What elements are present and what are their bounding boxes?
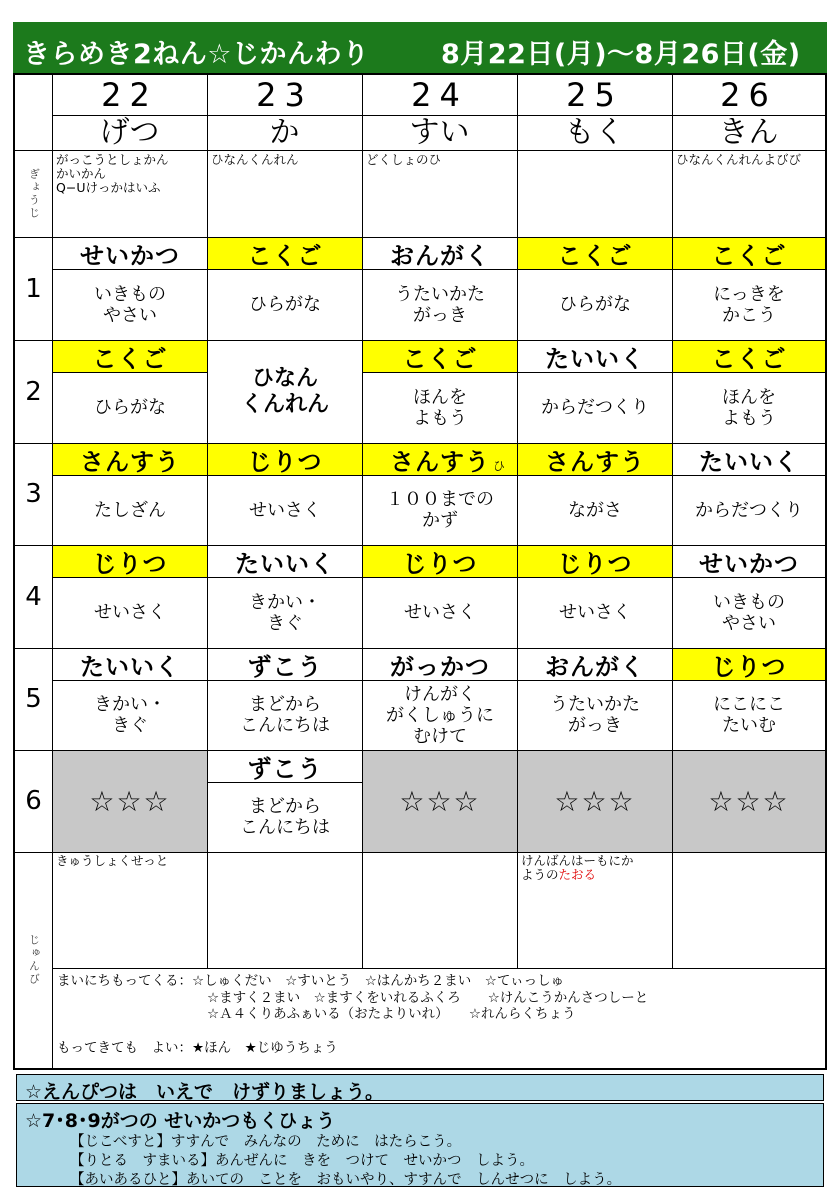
subject-name: ずこう xyxy=(247,653,323,681)
lesson-content: ながさ xyxy=(568,499,622,521)
grid-line xyxy=(52,680,207,681)
lesson-content: いきもの やさい xyxy=(94,283,166,326)
lesson-content: たしざん xyxy=(94,499,166,521)
subject-name: こくご xyxy=(673,341,825,372)
lesson-content: けんがく がくしゅうに むけて xyxy=(386,683,494,747)
lesson-content: ひらがな xyxy=(249,294,321,315)
grid-line xyxy=(672,269,825,270)
grid-line xyxy=(517,475,672,476)
lesson-content: うたいかた がっき xyxy=(395,283,485,326)
page-title: きらめき2ねん☆じかんわり xyxy=(23,39,370,70)
preparation-note: きゅうしょくせっと xyxy=(56,853,169,868)
grid-line xyxy=(517,577,672,578)
lesson-content: ひらがな xyxy=(94,397,166,418)
lesson-content: にこにこ たいむ xyxy=(713,694,785,736)
subject-name: こくご xyxy=(518,238,672,269)
lesson-content: せいさく xyxy=(249,499,321,521)
subject-name: たいいく xyxy=(545,345,645,373)
empty-slot: ☆☆☆ xyxy=(363,751,517,852)
subject-name: さんすう xyxy=(518,444,672,475)
grid-line xyxy=(207,577,362,578)
period-label: 5 xyxy=(25,684,42,714)
life-goal-item: 【りとる すまいる】あんぜんに きを つけて せいかつ しよう。 xyxy=(70,1153,534,1169)
subject-name: こくご xyxy=(363,341,517,372)
gyouji-label xyxy=(15,150,52,237)
grid-line xyxy=(15,750,825,751)
lesson-content: せいさく xyxy=(404,602,476,623)
subject-name: たいいく xyxy=(699,448,799,476)
day-number: 22 xyxy=(101,76,158,114)
preparation-text: けんばんはーもにか ようの xyxy=(521,853,634,882)
event-note: ひなんくんれん xyxy=(211,152,299,167)
grid-line xyxy=(15,150,825,151)
lesson-content: ほんを よもう xyxy=(413,386,467,429)
grid-line xyxy=(52,372,207,373)
daily-items xyxy=(57,973,817,1056)
grid-line xyxy=(362,577,517,578)
life-goal-item: 【じこべすと】すすんで みんなの ために はたらこう。 xyxy=(70,1134,462,1150)
lesson-content: にっきを かこう xyxy=(713,283,785,326)
period-label: 4 xyxy=(25,581,42,612)
daily-items-label: まいにちもってくる： xyxy=(57,973,192,989)
lesson-content: きかい・ きぐ xyxy=(249,591,321,634)
day-name: げつ xyxy=(99,114,160,150)
period-label: 6 xyxy=(25,786,42,816)
preparation-highlight: たおる xyxy=(558,867,597,882)
grid-line xyxy=(517,372,672,373)
day-name: もく xyxy=(564,114,625,150)
subject-name: こくご xyxy=(208,238,362,269)
event-note: ひなんくんれんよびび xyxy=(676,152,802,167)
subject-name: じりつ xyxy=(208,444,362,475)
daily-items-line: ☆しゅくだい ☆すいとう ☆はんかち２まい ☆てぃっしゅ xyxy=(192,973,565,989)
subject-name: こくご xyxy=(53,341,207,372)
grid-line xyxy=(207,475,362,476)
grid-line xyxy=(207,680,362,681)
grid-line xyxy=(207,782,362,783)
lesson-content: からだつくり xyxy=(695,499,803,521)
grid-line xyxy=(52,75,53,1068)
subject-name: じりつ xyxy=(363,546,517,577)
life-goals-title: ☆7･8･9がつの せいかつもくひょう xyxy=(25,1110,336,1132)
grid-line xyxy=(15,648,825,649)
subject-name: せいかつ xyxy=(80,242,180,270)
empty-slot: ☆☆☆ xyxy=(673,751,825,852)
empty-slot: ☆☆☆ xyxy=(53,751,207,852)
day-name: か xyxy=(269,114,300,150)
day-name: きん xyxy=(718,114,779,150)
grid-line xyxy=(672,372,825,373)
subject-name: ずこう xyxy=(247,755,323,783)
subject-name: おんがく xyxy=(545,653,645,681)
lesson-content: まどから こんにちは xyxy=(240,796,330,838)
grid-line xyxy=(15,852,825,853)
grid-line xyxy=(362,680,517,681)
event-note: どくしょのひ xyxy=(366,152,442,167)
daily-items-line: ☆ますく２まい ☆ますくをいれるふくろ ☆けんこうかんさつしーと xyxy=(207,989,649,1006)
optional-items: もってきても よい：★ほん ★じゆうちょう xyxy=(57,1039,338,1056)
grid-line xyxy=(52,577,207,578)
timetable-grid xyxy=(13,73,827,1070)
life-goals xyxy=(16,1103,824,1187)
subject-name: おんがく xyxy=(390,242,490,270)
grid-line xyxy=(672,475,825,476)
grid-line xyxy=(15,545,825,546)
subject-name: たいいく xyxy=(80,653,180,681)
day-number: 26 xyxy=(720,76,777,114)
grid-line xyxy=(362,475,517,476)
subject-name: さんすう xyxy=(53,444,207,475)
subject-name: じりつ xyxy=(518,546,672,577)
grid-line xyxy=(15,340,825,341)
day-number: 23 xyxy=(256,76,313,114)
grid-line xyxy=(52,269,207,270)
day-name: すい xyxy=(409,114,470,150)
period-label: 3 xyxy=(25,479,42,509)
junbi-label-text: じゅんび xyxy=(27,934,41,986)
grid-line xyxy=(207,75,208,968)
grid-line xyxy=(672,680,825,681)
lesson-content: きかい・ きぐ xyxy=(94,694,166,736)
grid-line xyxy=(15,443,825,444)
lesson-content: からだつくり xyxy=(541,397,649,418)
junbi-label xyxy=(15,852,52,1068)
empty-slot: ☆☆☆ xyxy=(518,751,672,852)
subject-name: じりつ xyxy=(53,546,207,577)
subject-name: せいかつ xyxy=(699,550,799,578)
lesson-content: ほんを よもう xyxy=(722,386,776,429)
grid-line xyxy=(517,269,672,270)
lesson-content: まどから こんにちは xyxy=(240,694,330,736)
grid-line xyxy=(517,75,518,968)
grid-line xyxy=(207,269,362,270)
grid-line xyxy=(362,372,517,373)
period-label: 2 xyxy=(25,376,42,407)
subject-name: がっかつ xyxy=(390,653,490,681)
period-label: 1 xyxy=(25,273,42,304)
week-dates: 8月22日(月)〜8月26日(金) xyxy=(441,39,801,70)
lesson-content: １００までの かず xyxy=(386,489,494,531)
grid-line xyxy=(52,475,207,476)
lesson-content: うたいかた がっき xyxy=(550,694,640,736)
day-number: 24 xyxy=(411,76,468,114)
pencil-note-text: ☆えんぴつは いえで けずりましょう。 xyxy=(25,1081,385,1103)
subject-name: たいいく xyxy=(235,550,335,578)
page-header xyxy=(13,22,827,73)
lesson-content: ひらがな xyxy=(559,294,631,315)
lesson-content: せいさく xyxy=(559,602,631,623)
subject-name: さんすう xyxy=(363,444,517,475)
grid-line xyxy=(517,680,672,681)
merged-event: ひなん くんれん xyxy=(240,365,329,417)
day-number: 25 xyxy=(566,76,623,114)
daily-items-row xyxy=(57,973,817,990)
event-note: がっこうとしょかん かいかん Q−Uけっかはいふ xyxy=(56,152,169,195)
grid-line xyxy=(52,968,825,969)
grid-line xyxy=(52,115,825,116)
subject-note: ひ xyxy=(493,459,506,473)
grid-line xyxy=(672,577,825,578)
life-goal-item: 【あいあるひと】あいての ことを おもいやり、すすんで しんせつに しよう。 xyxy=(70,1172,622,1188)
subject-name: こくご xyxy=(673,238,825,269)
subject-name: じりつ xyxy=(673,649,825,680)
grid-line xyxy=(362,75,363,968)
preparation-note xyxy=(521,854,634,882)
grid-line xyxy=(672,75,673,968)
pencil-note xyxy=(16,1074,824,1101)
lesson-content: せいさく xyxy=(94,602,166,623)
lesson-content: いきもの やさい xyxy=(713,591,785,634)
grid-line xyxy=(15,237,825,238)
gyouji-label-text: ぎょうじ xyxy=(27,167,41,220)
daily-items-line: ☆Ａ４くりあふぁいる（おたよりいれ） ☆れんらくちょう xyxy=(207,1006,576,1022)
grid-line xyxy=(362,269,517,270)
